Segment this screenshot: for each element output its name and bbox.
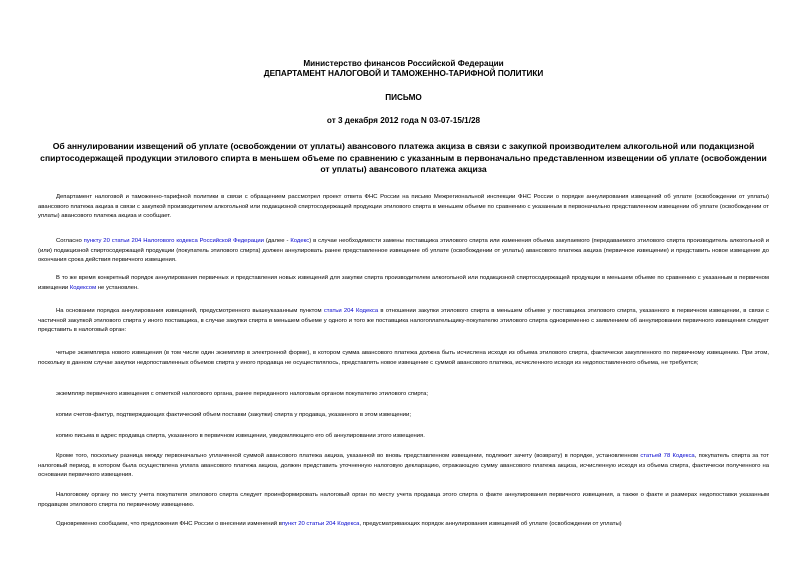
paragraph-7: копии счетов-фактур, подтверждающих фактический объем поставки (закупки) спирта у продавца, указанного в этом извещении; — [56, 412, 411, 418]
link-article-204[interactable]: статьи 204 Кодекса — [323, 308, 379, 314]
paragraph-11-text-end: , предусматривающих порядок аннулирования извещений об уплате (освобождении от уплаты) — [359, 521, 622, 527]
paragraph-6: экземпляр первичного извещения с отметкой налогового органа, ранее переданного налоговым органом покупателю этилового спирта; — [56, 391, 429, 397]
paragraph-2 — [38, 237, 769, 266]
paragraph-9-text-start: Кроме того, поскольку разница между первоначально уплаченной суммой авансового платежа акциза, указанной во вновь представленном извещении, подлежит зачету (возврату) в порядке, установленном — [56, 453, 641, 459]
paragraph-3-text-end: не установлен. — [96, 284, 139, 291]
paragraph-2-text-start: Согласно — [56, 238, 84, 244]
link-code-2[interactable]: Кодексом — [69, 284, 97, 291]
link-article-78[interactable]: статьей 78 Кодекса — [640, 453, 695, 459]
document-title: Об аннулировании извещений об уплате (освобождении от уплаты) авансового платежа акциза в связи с закупкой производителем алкогольной или подакцизной спиртосодержащей продукции этилового спирта в меньшем объеме по сравнению с указанным в первоначально представленном извещении об уплате (освобождении от уплаты) авансового платежа акциза — [40, 141, 767, 174]
paragraph-11 — [38, 520, 769, 530]
paragraph-8: копию письма в адрес продавца спирта, указанного в первичном извещении, уведомляющего его об аннулировании этого извещения. — [56, 433, 425, 439]
paragraph-9 — [38, 452, 769, 481]
link-code[interactable]: Кодекс — [290, 238, 310, 244]
paragraph-11-text-start: Одновременно сообщаем, что предложения ФНС России о внесении изменений в — [56, 521, 282, 527]
link-article-204-p20[interactable]: пункт 20 статьи 204 Кодекса — [281, 521, 360, 527]
paragraph-4 — [38, 307, 769, 336]
link-article-204-p20-tax-code[interactable]: пункту 20 статьи 204 Налогового кодекса Российской Федерации — [83, 238, 264, 244]
paragraph-2-text-end: ) в случае необходимости замены поставщика этилового спирта или изменения объема закупаемого (передаваемого этилового спирта производитель алкогольной и (или) подакцизной спиртосодержащей продукции (покупатель этилового спирта) должен аннулировать ранее представленное извещение об уплате (освобождении от уплаты) авансового платежа акциза (первичное извещение) и представить новое извещение до окончания срока действия первичного извещения. — [38, 238, 769, 264]
document-date-number: от 3 декабря 2012 года N 03-07-15/1/28 — [326, 116, 481, 125]
document-type: ПИСЬМО — [385, 93, 422, 102]
paragraph-4-text-start: На основании порядка аннулирования извещений, предусмотренного вышеуказанным пунктом — [56, 308, 324, 314]
paragraph-9-text-end: , покупатель спирта за тот налоговый период, в котором была осуществлена уплата авансового платежа акциза, должен представить уточненную налоговую декларацию, отражающую сумму авансового платежа акциза, исчисленную исходя из объема спирта, фактически полученного на основании первичного извещения. — [38, 453, 769, 479]
paragraph-3 — [38, 274, 769, 293]
paragraph-1: Департамент налоговой и таможенно-тарифной политики в связи с обращением рассмотрел проект ответа ФНС России на письмо Межрегиональной инспекции ФНС России о порядке аннулирования извещений об уплате (освобождении от уплаты) авансового платежа акциза в связи с закупкой производителем алкогольной или подакцизной спиртосодержащей продукции этилового спирта в меньшем объеме по сравнению с указанным в первоначально представленном извещении об уплате (освобождении от уплаты) авансового платежа акциза и сообщает. — [38, 194, 769, 220]
paragraph-5: четыре экземпляра нового извещения (в том числе один экземпляр в электронной форме), в котором сумма авансового платежа должна быть исчислена исходя из объема этилового спирта, фактически закупленного по первичному извещению. При этом, поскольку в данном случае закупки недопоставленных объемов спирта у иного продавца не осуществлялось, представлять новое извещение с суммой авансового платежа, исчисленного исходя из недопоставленного объема, не требуется; — [38, 350, 769, 366]
paragraph-3-text-start: В то же время конкретный порядок аннулирования первичных и представления новых извещений для закупки спирта производителем алкогольной или подакцизной спиртосодержащей продукции в меньшем объеме по сравнению с указанным в первичном извещении — [38, 275, 769, 291]
ministry-name: Министерство финансов Российской Федерации — [303, 59, 504, 68]
department-name: ДЕПАРТАМЕНТ НАЛОГОВОЙ И ТАМОЖЕННО-ТАРИФНОЙ ПОЛИТИКИ — [263, 69, 544, 78]
paragraph-4-text-end: в отношении закупки этилового спирта в меньшем объеме у поставщика этилового спирта, указанного в первичном извещении, в связи с частичной закупкой этилового спирта у иного поставщика, в случае закупки спирта в меньшем объеме у одного и того же поставщика налогоплательщику-покупателю этилового спирта одновременно с заявлением об аннулировании первичного извещения следует представить в налоговый орган: — [38, 308, 769, 334]
paragraph-10: Налоговому органу по месту учета покупателя этилового спирта следует проинформировать налоговый орган по месту учета продавца этого спирта о факте аннулирования первичного извещения, а также о факте и размерах недопоставки указанным продавцом этилового спирта по первичному извещению. — [38, 492, 769, 508]
paragraph-2-text-mid: (далее - — [263, 238, 291, 244]
